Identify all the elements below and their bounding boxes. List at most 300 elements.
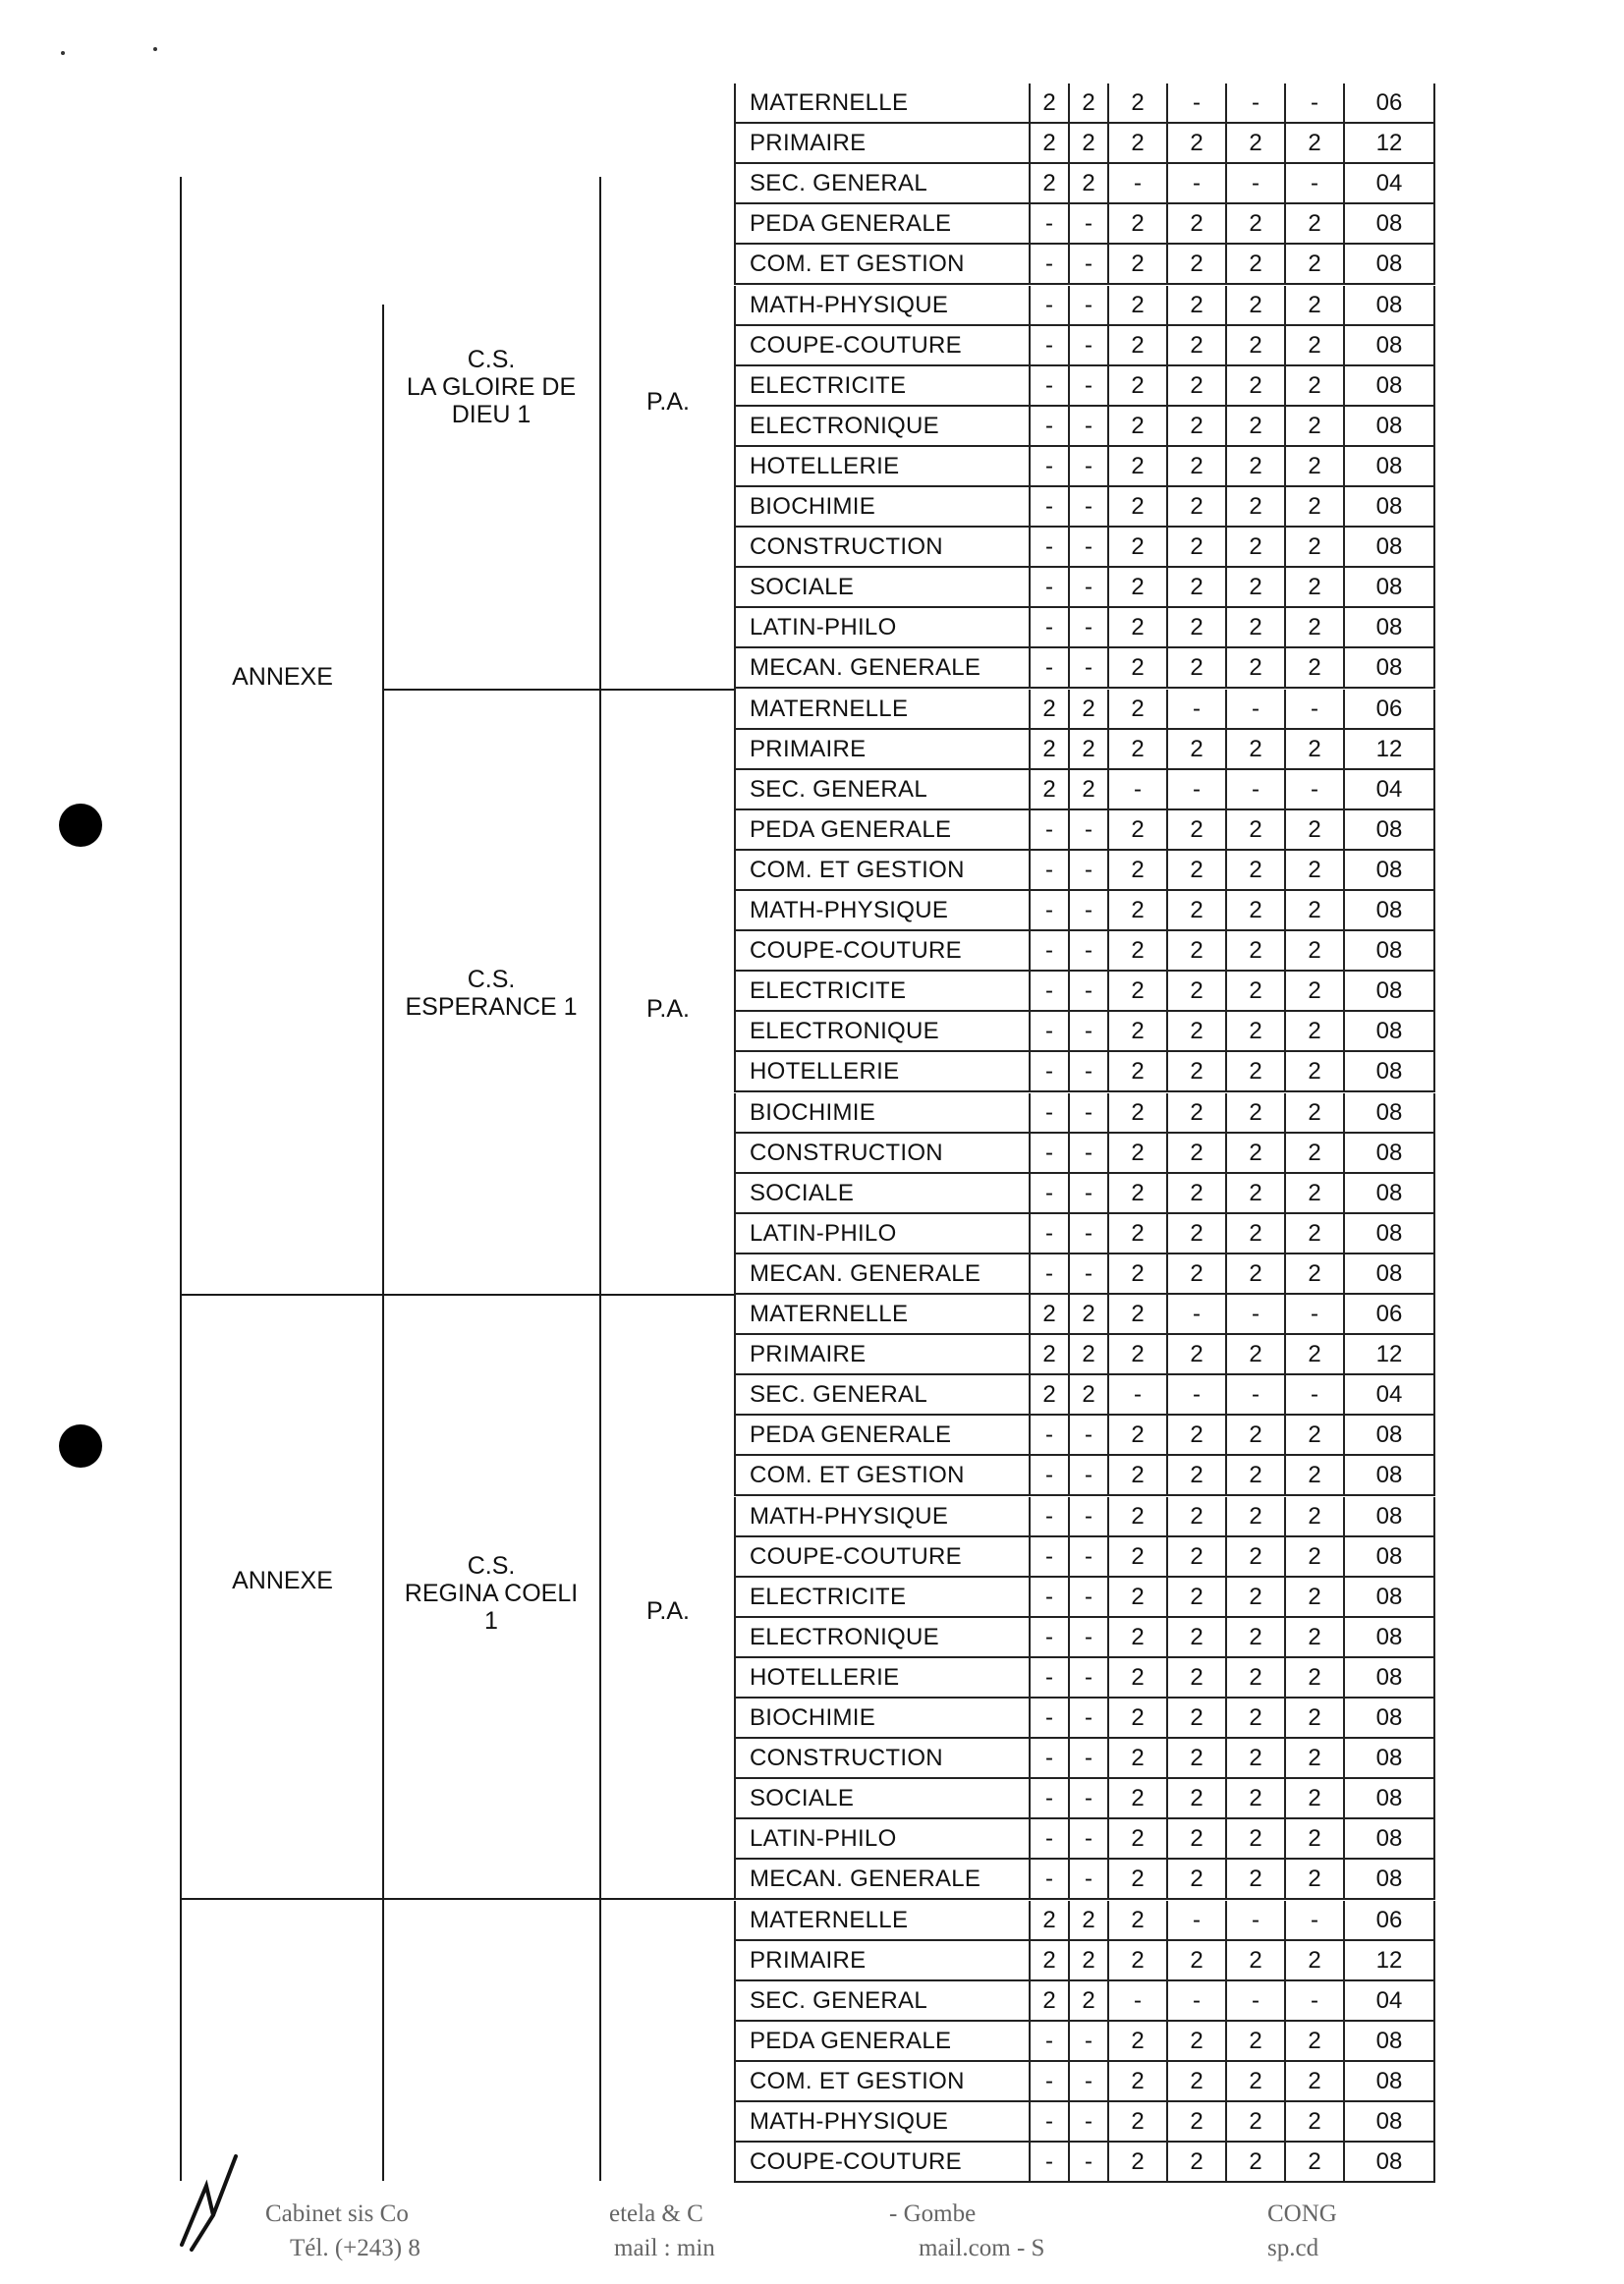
total-cell: 08	[1343, 1819, 1435, 1858]
grade-cell: 2	[1068, 730, 1107, 768]
school-name: C.S. ESPERANCE 1	[405, 966, 578, 1021]
grade-cell: 2	[1225, 608, 1284, 646]
option-name: PRIMAIRE	[734, 730, 1029, 768]
type-label: P.A.	[645, 1597, 691, 1625]
grade-cell: 2	[1225, 2143, 1284, 2181]
table-row	[734, 1134, 1435, 1174]
grade-cell: 2	[1284, 2102, 1343, 2141]
grade-cell: -	[1068, 1456, 1107, 1494]
footer-text: etela & C	[609, 2200, 703, 2227]
grade-cell: -	[1284, 1295, 1343, 1333]
grade-cell: 2	[1284, 648, 1343, 687]
option-name: SOCIALE	[734, 568, 1029, 606]
grade-cell: 2	[1166, 1052, 1225, 1090]
option-name: SEC. GENERAL	[734, 1375, 1029, 1414]
grade-cell: -	[1068, 810, 1107, 849]
grade-cell: 2	[1029, 770, 1068, 808]
total-cell: 08	[1343, 487, 1435, 526]
table-row	[734, 124, 1435, 164]
grade-cell: 2	[1284, 1093, 1343, 1132]
total-cell: 08	[1343, 1578, 1435, 1616]
type-border-left	[599, 177, 601, 2181]
grade-cell: -	[1029, 568, 1068, 606]
grade-cell: 2	[1107, 2143, 1166, 2181]
grade-cell: 2	[1068, 1335, 1107, 1373]
grade-cell: -	[1068, 1497, 1107, 1535]
grade-cell: 2	[1107, 1416, 1166, 1454]
grade-cell: -	[1029, 1739, 1068, 1777]
grade-cell: 2	[1107, 1254, 1166, 1293]
grade-cell: 2	[1284, 810, 1343, 849]
total-cell: 08	[1343, 648, 1435, 687]
table-row	[734, 1416, 1435, 1456]
option-name: ELECTRICITE	[734, 972, 1029, 1010]
grade-cell: 2	[1284, 1699, 1343, 1737]
grade-cell: -	[1029, 2102, 1068, 2141]
option-name: COUPE-COUTURE	[734, 1537, 1029, 1576]
grade-cell: -	[1068, 2062, 1107, 2100]
grade-cell: 2	[1107, 1941, 1166, 1979]
grade-cell: -	[1068, 1052, 1107, 1090]
grade-cell: 2	[1166, 608, 1225, 646]
grade-cell: 2	[1225, 851, 1284, 889]
total-cell: 08	[1343, 1254, 1435, 1293]
grade-cell: 2	[1166, 447, 1225, 485]
grade-cell: -	[1029, 487, 1068, 526]
grade-cell: 2	[1068, 1941, 1107, 1979]
total-cell: 08	[1343, 366, 1435, 405]
grade-cell: 2	[1107, 366, 1166, 405]
grade-cell: -	[1029, 648, 1068, 687]
grade-cell: -	[1068, 245, 1107, 283]
grade-cell: 2	[1166, 407, 1225, 445]
footer-text: mail.com - S	[919, 2235, 1045, 2261]
grade-cell: 2	[1166, 1174, 1225, 1212]
grade-cell: 2	[1068, 84, 1107, 122]
grade-cell: 2	[1166, 1578, 1225, 1616]
grade-cell: -	[1029, 1012, 1068, 1050]
grade-cell: -	[1029, 1537, 1068, 1576]
grade-cell: -	[1166, 1981, 1225, 2020]
grade-cell: 2	[1284, 1779, 1343, 1817]
grade-cell: 2	[1284, 286, 1343, 324]
option-name: CONSTRUCTION	[734, 1134, 1029, 1172]
grade-cell: 2	[1284, 447, 1343, 485]
total-cell: 08	[1343, 1497, 1435, 1535]
grade-cell: 2	[1166, 810, 1225, 849]
grade-cell: -	[1029, 245, 1068, 283]
grade-cell: 2	[1107, 487, 1166, 526]
scan-speck	[153, 47, 157, 51]
grade-cell: -	[1284, 164, 1343, 202]
grade-cell: 2	[1284, 1537, 1343, 1576]
total-cell: 08	[1343, 568, 1435, 606]
grade-cell: 2	[1107, 1052, 1166, 1090]
grade-cell: 2	[1166, 1739, 1225, 1777]
grade-cell: 2	[1225, 1537, 1284, 1576]
total-cell: 08	[1343, 1093, 1435, 1132]
total-cell: 08	[1343, 608, 1435, 646]
table-row	[734, 1819, 1435, 1860]
option-name: BIOCHIMIE	[734, 487, 1029, 526]
option-name: SOCIALE	[734, 1174, 1029, 1212]
option-name: COM. ET GESTION	[734, 2062, 1029, 2100]
footer-text: Tél. (+243) 8	[290, 2235, 420, 2261]
grade-cell: 2	[1225, 568, 1284, 606]
option-name: ELECTRONIQUE	[734, 1012, 1029, 1050]
grade-cell: -	[1225, 1375, 1284, 1414]
grade-cell: -	[1166, 690, 1225, 728]
grade-cell: 2	[1225, 447, 1284, 485]
total-cell: 08	[1343, 1537, 1435, 1576]
table-row	[734, 1254, 1435, 1295]
grade-cell: 2	[1107, 1578, 1166, 1616]
grade-cell: 2	[1107, 124, 1166, 162]
option-name: MATH-PHYSIQUE	[734, 2102, 1029, 2141]
grade-cell: 2	[1029, 690, 1068, 728]
grade-cell: -	[1068, 1416, 1107, 1454]
table-row	[734, 690, 1435, 730]
table-row	[734, 1214, 1435, 1254]
grade-cell: 2	[1107, 1699, 1166, 1737]
grade-cell: 2	[1107, 891, 1166, 929]
option-name: MECAN. GENERALE	[734, 1860, 1029, 1898]
grade-cell: 2	[1284, 851, 1343, 889]
total-cell: 08	[1343, 245, 1435, 283]
table-row	[734, 1860, 1435, 1900]
grade-cell: -	[1029, 1214, 1068, 1253]
grade-cell: 2	[1284, 1134, 1343, 1172]
total-cell: 06	[1343, 1901, 1435, 1939]
grade-cell: -	[1029, 326, 1068, 364]
grade-cell: 2	[1284, 1739, 1343, 1777]
table-row	[734, 608, 1435, 648]
section-divider	[180, 1898, 736, 1900]
grade-cell: 2	[1284, 1335, 1343, 1373]
category-label: ANNEXE	[232, 663, 333, 691]
grade-cell: 2	[1225, 648, 1284, 687]
grade-cell: 2	[1225, 1941, 1284, 1979]
grade-cell: 2	[1068, 690, 1107, 728]
option-name: CONSTRUCTION	[734, 528, 1029, 566]
grade-cell: -	[1166, 1295, 1225, 1333]
grade-cell: 2	[1284, 1860, 1343, 1898]
grade-cell: 2	[1107, 1537, 1166, 1576]
grade-cell: -	[1068, 1134, 1107, 1172]
grade-cell: -	[1107, 770, 1166, 808]
table-row	[734, 2022, 1435, 2062]
grade-cell: 2	[1284, 2143, 1343, 2181]
total-cell: 08	[1343, 2062, 1435, 2100]
grade-cell: 2	[1284, 891, 1343, 929]
option-name: COUPE-COUTURE	[734, 931, 1029, 970]
option-name: SEC. GENERAL	[734, 1981, 1029, 2020]
grade-cell: 2	[1068, 124, 1107, 162]
grade-cell: -	[1225, 1901, 1284, 1939]
option-name: SEC. GENERAL	[734, 770, 1029, 808]
grade-cell: 2	[1225, 2062, 1284, 2100]
grade-cell: 2	[1166, 1254, 1225, 1293]
grade-cell: -	[1068, 1174, 1107, 1212]
total-cell: 06	[1343, 690, 1435, 728]
grade-cell: 2	[1166, 1618, 1225, 1656]
grade-cell: -	[1068, 447, 1107, 485]
grade-cell: 2	[1225, 1578, 1284, 1616]
option-name: LATIN-PHILO	[734, 1214, 1029, 1253]
grade-cell: 2	[1107, 1012, 1166, 1050]
total-cell: 04	[1343, 1375, 1435, 1414]
table-row	[734, 245, 1435, 285]
grade-cell: 2	[1225, 1416, 1284, 1454]
option-name: PEDA GENERALE	[734, 1416, 1029, 1454]
total-cell: 08	[1343, 286, 1435, 324]
grade-cell: 2	[1107, 1739, 1166, 1777]
grade-cell: -	[1029, 810, 1068, 849]
total-cell: 08	[1343, 528, 1435, 566]
grade-cell: -	[1225, 84, 1284, 122]
grade-cell: 2	[1068, 1981, 1107, 2020]
school-name: C.S. LA GLOIRE DE DIEU 1	[406, 346, 577, 428]
grade-cell: -	[1068, 1578, 1107, 1616]
grade-cell: -	[1107, 1375, 1166, 1414]
grade-cell: -	[1029, 608, 1068, 646]
option-name: BIOCHIMIE	[734, 1093, 1029, 1132]
grade-cell: 2	[1284, 1456, 1343, 1494]
grade-cell: -	[1166, 164, 1225, 202]
grade-cell: 2	[1225, 730, 1284, 768]
grade-cell: 2	[1166, 245, 1225, 283]
grade-cell: 2	[1107, 1174, 1166, 1212]
table-row	[734, 1456, 1435, 1496]
grade-cell: 2	[1107, 931, 1166, 970]
option-name: PEDA GENERALE	[734, 810, 1029, 849]
grade-cell: 2	[1107, 1618, 1166, 1656]
grade-cell: 2	[1225, 407, 1284, 445]
grade-cell: 2	[1284, 608, 1343, 646]
grade-cell: 2	[1225, 1254, 1284, 1293]
grade-cell: -	[1029, 1578, 1068, 1616]
grade-cell: -	[1284, 690, 1343, 728]
table-row	[734, 2102, 1435, 2143]
grade-cell: -	[1029, 1658, 1068, 1697]
footer-text: sp.cd	[1267, 2235, 1319, 2261]
table-row	[734, 326, 1435, 366]
table-row	[734, 1335, 1435, 1375]
table-row	[734, 1497, 1435, 1537]
option-name: COUPE-COUTURE	[734, 326, 1029, 364]
grade-cell: 2	[1284, 1174, 1343, 1212]
grade-cell: 2	[1107, 1456, 1166, 1494]
grade-cell: 2	[1107, 1093, 1166, 1132]
grade-cell: 2	[1166, 972, 1225, 1010]
grade-cell: -	[1029, 1779, 1068, 1817]
grade-cell: 2	[1225, 1739, 1284, 1777]
grade-cell: 2	[1225, 487, 1284, 526]
grade-cell: 2	[1284, 204, 1343, 243]
grade-cell: 2	[1225, 124, 1284, 162]
total-cell: 08	[1343, 972, 1435, 1010]
grade-cell: 2	[1107, 1860, 1166, 1898]
grade-cell: 2	[1107, 648, 1166, 687]
grade-cell: -	[1068, 648, 1107, 687]
grade-cell: 2	[1107, 1335, 1166, 1373]
option-name: PEDA GENERALE	[734, 2022, 1029, 2060]
grade-cell: 2	[1225, 1134, 1284, 1172]
grade-cell: 2	[1107, 851, 1166, 889]
grade-cell: 2	[1284, 1819, 1343, 1858]
grade-cell: -	[1166, 1375, 1225, 1414]
grade-cell: -	[1068, 2102, 1107, 2141]
grade-cell: 2	[1166, 568, 1225, 606]
total-cell: 04	[1343, 770, 1435, 808]
grade-cell: 2	[1107, 1295, 1166, 1333]
grade-cell: 2	[1225, 1093, 1284, 1132]
grade-cell: 2	[1225, 972, 1284, 1010]
type-label: P.A.	[645, 388, 691, 416]
grade-cell: -	[1068, 1658, 1107, 1697]
total-cell: 06	[1343, 84, 1435, 122]
option-name: MATERNELLE	[734, 1901, 1029, 1939]
grade-cell: -	[1068, 286, 1107, 324]
option-name: CONSTRUCTION	[734, 1739, 1029, 1777]
table-row	[734, 1981, 1435, 2022]
grade-cell: 2	[1284, 1578, 1343, 1616]
table-row	[734, 1699, 1435, 1739]
table-row	[734, 770, 1435, 810]
option-name: ELECTRICITE	[734, 366, 1029, 405]
page-footer	[0, 2200, 1624, 2284]
option-name: PEDA GENERALE	[734, 204, 1029, 243]
grade-cell: -	[1068, 1214, 1107, 1253]
grade-cell: 2	[1107, 1214, 1166, 1253]
grade-cell: -	[1029, 1052, 1068, 1090]
grade-cell: -	[1029, 1860, 1068, 1898]
grade-cell: 2	[1284, 407, 1343, 445]
table-row	[734, 1375, 1435, 1416]
table-row	[734, 1658, 1435, 1699]
group-border-left	[180, 177, 182, 2181]
grade-cell: 2	[1107, 326, 1166, 364]
grade-cell: 2	[1284, 326, 1343, 364]
grade-cell: -	[1068, 1537, 1107, 1576]
grade-cell: 2	[1107, 2102, 1166, 2141]
grade-cell: 2	[1225, 1335, 1284, 1373]
option-name: LATIN-PHILO	[734, 1819, 1029, 1858]
grade-cell: 2	[1225, 1497, 1284, 1535]
grade-cell: 2	[1166, 1497, 1225, 1535]
grade-cell: -	[1029, 2062, 1068, 2100]
option-name: ELECTRONIQUE	[734, 1618, 1029, 1656]
option-name: MATERNELLE	[734, 1295, 1029, 1333]
grade-cell: 2	[1107, 407, 1166, 445]
table-row	[734, 407, 1435, 447]
grade-cell: 2	[1225, 528, 1284, 566]
grade-cell: -	[1029, 1254, 1068, 1293]
grade-cell: 2	[1166, 1456, 1225, 1494]
grade-cell: -	[1068, 1779, 1107, 1817]
grade-cell: 2	[1068, 1901, 1107, 1939]
grade-cell: 2	[1166, 1537, 1225, 1576]
grade-cell: -	[1029, 2022, 1068, 2060]
table-row	[734, 528, 1435, 568]
grade-cell: 2	[1107, 204, 1166, 243]
grade-cell: 2	[1107, 568, 1166, 606]
grade-cell: 2	[1029, 1335, 1068, 1373]
total-cell: 08	[1343, 1416, 1435, 1454]
option-name: MATH-PHYSIQUE	[734, 891, 1029, 929]
grade-cell: 2	[1225, 1052, 1284, 1090]
grade-cell: 2	[1029, 730, 1068, 768]
grade-cell: 2	[1166, 326, 1225, 364]
grade-cell: -	[1068, 1699, 1107, 1737]
option-name: SEC. GENERAL	[734, 164, 1029, 202]
table-row	[734, 286, 1435, 326]
grade-cell: 2	[1166, 1860, 1225, 1898]
option-name: COUPE-COUTURE	[734, 2143, 1029, 2181]
grade-cell: 2	[1284, 568, 1343, 606]
grade-cell: 2	[1107, 1901, 1166, 1939]
grade-cell: 2	[1107, 608, 1166, 646]
grade-cell: 2	[1029, 1941, 1068, 1979]
grade-cell: 2	[1225, 245, 1284, 283]
grade-cell: -	[1029, 931, 1068, 970]
grade-cell: 2	[1166, 528, 1225, 566]
grade-cell: 2	[1068, 1295, 1107, 1333]
grade-cell: 2	[1107, 1779, 1166, 1817]
grade-cell: 2	[1107, 245, 1166, 283]
table-row	[734, 1052, 1435, 1092]
grade-cell: 2	[1225, 1174, 1284, 1212]
grade-cell: 2	[1284, 2062, 1343, 2100]
grade-cell: -	[1225, 770, 1284, 808]
grade-cell: 2	[1068, 770, 1107, 808]
option-name: MATH-PHYSIQUE	[734, 286, 1029, 324]
grade-cell: 2	[1284, 931, 1343, 970]
grade-cell: -	[1284, 770, 1343, 808]
option-name: ELECTRONIQUE	[734, 407, 1029, 445]
grade-cell: 2	[1166, 1134, 1225, 1172]
grade-cell: 2	[1225, 326, 1284, 364]
total-cell: 06	[1343, 1295, 1435, 1333]
table-row	[734, 1012, 1435, 1052]
grade-cell: 2	[1284, 1254, 1343, 1293]
grade-cell: 2	[1029, 1375, 1068, 1414]
total-cell: 08	[1343, 851, 1435, 889]
total-cell: 04	[1343, 1981, 1435, 2020]
grade-cell: 2	[1166, 1416, 1225, 1454]
grade-cell: -	[1225, 1981, 1284, 2020]
grade-cell: 2	[1166, 1941, 1225, 1979]
grade-cell: 2	[1284, 366, 1343, 405]
total-cell: 08	[1343, 326, 1435, 364]
grade-cell: -	[1068, 972, 1107, 1010]
option-name: COM. ET GESTION	[734, 1456, 1029, 1494]
grade-cell: 2	[1107, 1134, 1166, 1172]
total-cell: 08	[1343, 1618, 1435, 1656]
total-cell: 08	[1343, 1739, 1435, 1777]
total-cell: 08	[1343, 891, 1435, 929]
grade-cell: 2	[1107, 2022, 1166, 2060]
total-cell: 08	[1343, 931, 1435, 970]
type-label: P.A.	[645, 995, 691, 1023]
punch-hole	[59, 1424, 102, 1468]
grade-cell: -	[1029, 972, 1068, 1010]
grade-cell: -	[1068, 2143, 1107, 2181]
grade-cell: -	[1029, 1699, 1068, 1737]
total-cell: 08	[1343, 1658, 1435, 1697]
table-row	[734, 1537, 1435, 1578]
table-row	[734, 447, 1435, 487]
